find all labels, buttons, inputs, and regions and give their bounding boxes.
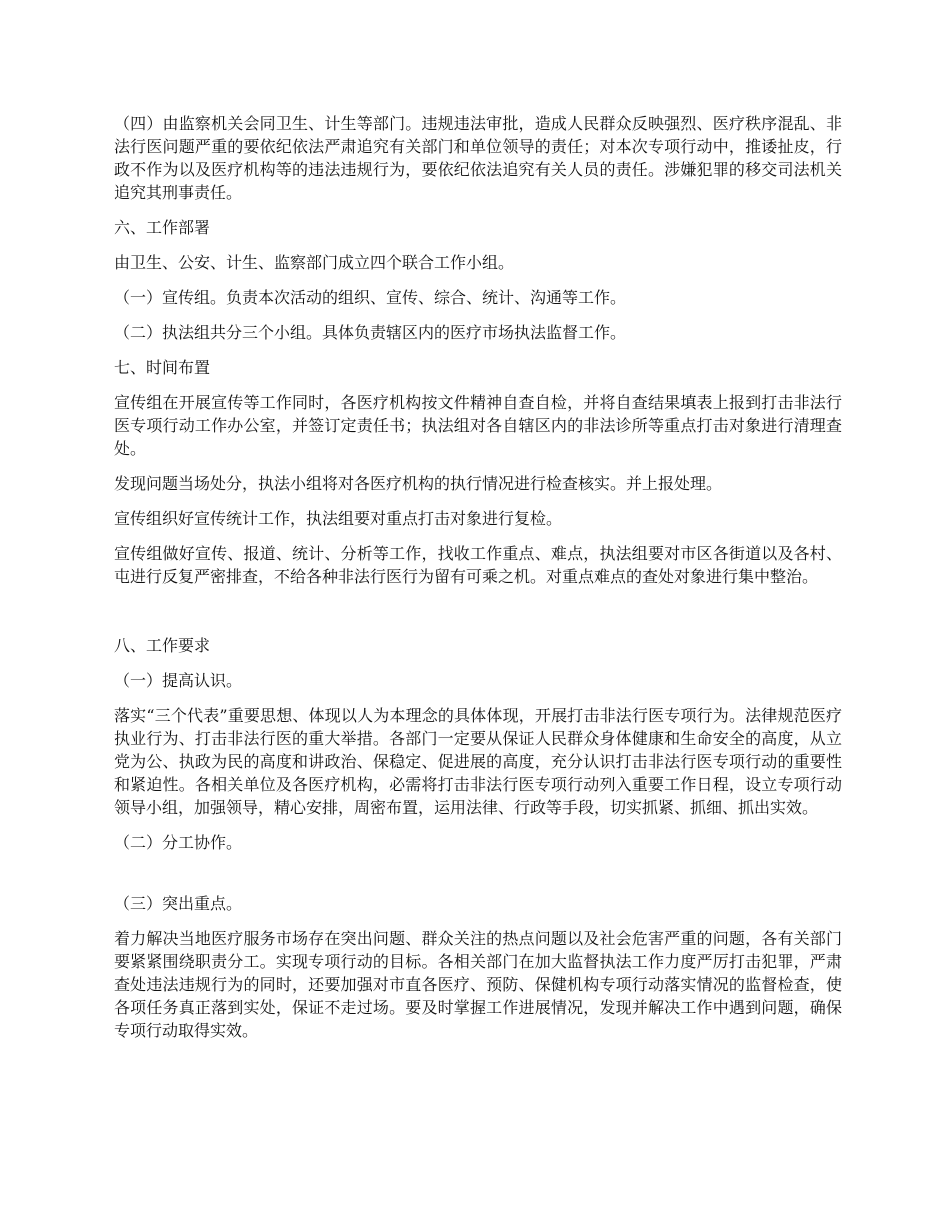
- paragraph-investigation: 宣传组做好宣传、报道、统计、分析等工作，找收工作重点、难点，执法组要对市区各街道以及各村、屯进行反复严密排查，不给各种非法行医行为留有可乘之机。对重点难点的查处对象进行集中整治。: [114, 544, 842, 586]
- subheading-division-of-labor: （二）分工协作。: [114, 833, 243, 852]
- paragraph-priorities-body: 着力解决当地医疗服务市场存在突出问题、群众关注的热点问题以及社会危害严重的问题，各有关部门要紧紧围绕职责分工。实现专项行动的目标。各相关部门在加大监督执法工作力度严厉打击犯罪，严肃查处违法违规行为的同时，还要加强对市直各医疗、预防、保健机构专项行动落实情况的监督检查，使各项任务真正落到实处，保证不走过场。要及时掌握工作进展情况，发现并解决工作中遇到问题，确保专项行动取得实效。: [114, 929, 842, 1040]
- paragraph-self-inspection: 宣传组在开展宣传等工作同时，各医疗机构按文件精神自查自检，并将自查结果填表上报到打击非法行医专项行动工作办公室，并签订定责任书；执法组对各自辖区内的非法诊所等重点打击对象进行清理查处。: [114, 393, 842, 458]
- heading-work-deployment: 六、工作部署: [114, 218, 211, 237]
- subheading-highlight-priorities: （三）突出重点。: [114, 894, 243, 913]
- subheading-raise-awareness: （一）提高认识。: [114, 671, 243, 690]
- heading-work-requirements: 八、工作要求: [114, 636, 211, 655]
- paragraph-publicity-group: （一）宣传组。负责本次活动的组织、宣传、综合、统计、沟通等工作。: [114, 288, 627, 307]
- section-spacer: [114, 600, 842, 634]
- section-spacer: [114, 866, 842, 892]
- paragraph-awareness-body: 落实“三个代表”重要思想、体现以人为本理念的具体体现，开展打击非法行医专项行为。法律规范医疗执业行为、打击非法行医的重大举措。各部门一定要从保证人民群众身体健康和生命安全的高度，从立党为公、执政为民的高度和讲政治、保稳定、促进展的高度，充分认识打击非法行医专项行动的重要性和紧迫性。各相关单位及各医疗机构，必需将打击非法行医专项行动列入重要工作日程，设立专项行动领导小组，加强领导，精心安排，周密布置，运用法律、行政等手段，切实抓紧、抓细、抓出实效。: [114, 706, 842, 817]
- paragraph-joint-groups: 由卫生、公安、计生、监察部门成立四个联合工作小组。: [114, 253, 515, 272]
- paragraph-on-site-handling: 发现问题当场处分，执法小组将对各医疗机构的执行情况进行检查核实。并上报处理。: [114, 474, 723, 493]
- paragraph-accountability: （四）由监察机关会同卫生、计生等部门。违规违法审批，造成人民群众反映强烈、医疗秩序混乱、非法行医问题严重的要依纪依法严肃追究有关部门和单位领导的责任；对本次专项行动中，推诿扯皮，行政不作为以及医疗机构等的违法违规行为，要依纪依法追究有关人员的责任。涉嫌犯罪的移交司法机关追究其刑事责任。: [114, 114, 842, 202]
- paragraph-enforcement-group: （二）执法组共分三个小组。具体负责辖区内的医疗市场执法监督工作。: [114, 323, 627, 342]
- paragraph-recheck: 宣传组织好宣传统计工作，执法组要对重点打击对象进行复检。: [114, 509, 563, 528]
- heading-time-arrangement: 七、时间布置: [114, 358, 211, 377]
